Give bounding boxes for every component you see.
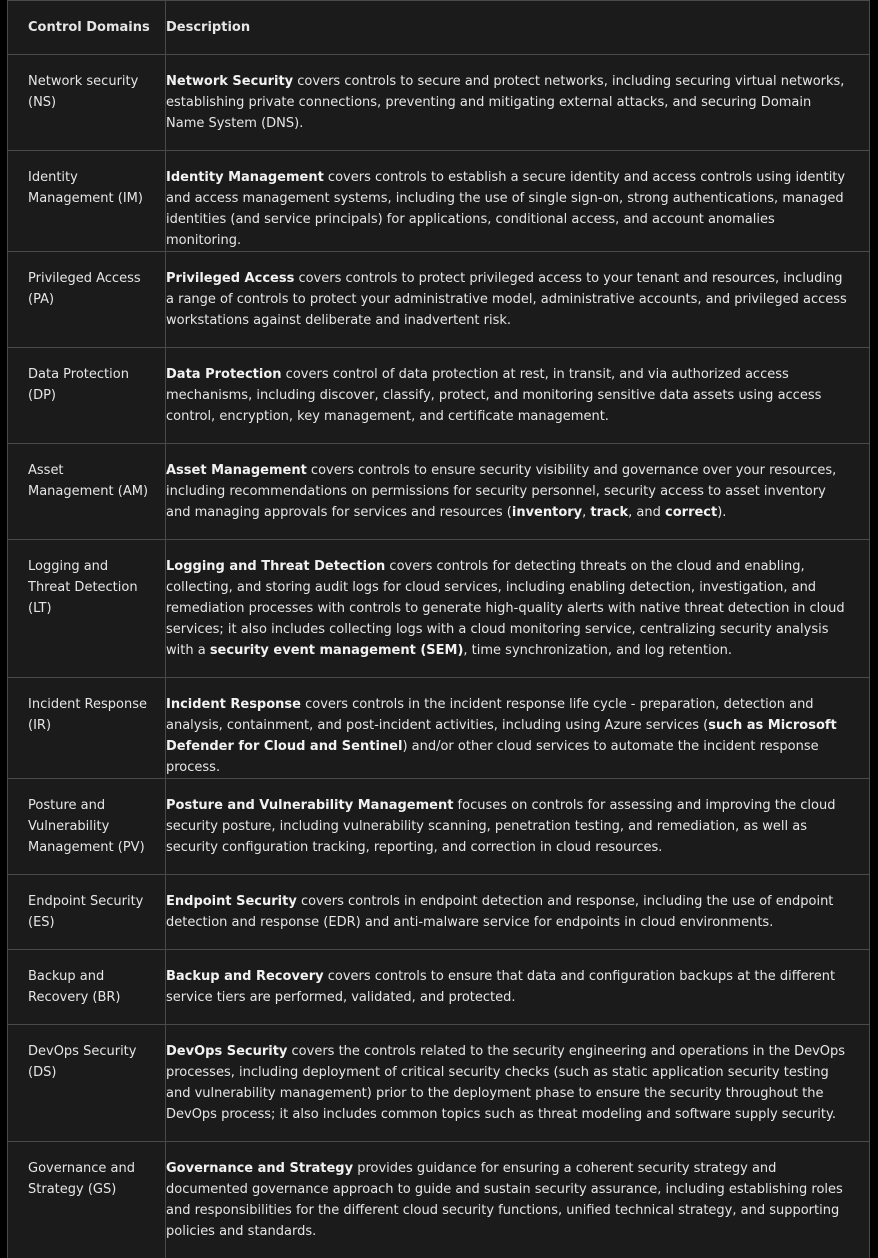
description-text: covers controls to establish a secure identity and access controls using identity and access management systems, including the use of single sign-on, strong authentications, managed identities (and service principals) for applications, conditional access, and account anomalies monitoring. [166,170,846,248]
control-domain-line: Data Protection [28,367,129,382]
control-domain-line: Privileged Access [28,271,141,286]
column-header-description: Description [166,1,870,55]
description-bold-text: Endpoint Security [166,894,297,909]
table-row [8,55,870,151]
description-cell [166,779,870,875]
description-text: covers control of data protection at rest, in transit, and via authorized access mechanisms, including discover, classify, protect, and monitoring sensitive data assets using access control, encryption, key management, and certificate management. [166,367,822,424]
table-row [8,1025,870,1142]
description-bold-text: Data Protection [166,367,282,382]
description-cell [166,348,870,444]
description-text: , [582,505,591,520]
table-row [8,444,870,540]
description-cell [166,151,870,252]
table-row [8,779,870,875]
description-cell [166,252,870,348]
description-text: covers controls for detecting threats on the cloud and enabling, collecting, and storing audit logs for cloud services, including enabling detection, investigation, and remediation processes with controls to generate high-quality alerts with native threat detection in cloud services; it also includes collecting logs with a cloud monitoring service, centralizing security analysis with a [166,559,845,658]
table-row [8,151,870,252]
description-bold-text: Governance and Strategy [166,1161,354,1176]
control-domain-line: DevOps Security [28,1044,137,1059]
description-bold-text: inventory [511,505,583,520]
control-domain-cell [8,151,166,252]
control-domain-line: Backup and [28,969,105,984]
description-cell [166,1025,870,1142]
control-domain-cell [8,779,166,875]
description-cell [166,540,870,678]
description-cell [166,875,870,950]
description-text: covers controls in endpoint detection and response, including the use of endpoint detection and response (EDR) and anti-malware service for endpoints in cloud environments. [166,894,834,930]
description-cell [166,1142,870,1258]
description-text: covers controls in the incident response life cycle - preparation, detection and analysis, containment, and post-incident activities, including using Azure services ( [166,697,814,733]
control-domain-line: Logging and [28,559,109,574]
description-text: focuses on controls for assessing and improving the cloud security posture, including vulnerability scanning, penetration testing, and remediation, as well as security configuration tracking, reporting, and correction in cloud resources. [166,798,836,855]
control-domain-cell [8,1142,166,1258]
control-domain-cell [8,252,166,348]
description-bold-text: Logging and Threat Detection [166,559,386,574]
control-domain-line: (IR) [28,718,52,733]
table-row [8,540,870,678]
description-cell [166,444,870,540]
description-text: covers controls to ensure security visibility and governance over your resources, including recommendations on permissions for security personnel, security access to asset inventory and managing approvals for services and resources ( [166,463,837,520]
description-bold-text: track [590,505,629,520]
description-bold-text: Posture and Vulnerability Management [166,798,454,813]
description-bold-text: security event management (SEM) [209,643,464,658]
control-domain-line: (DP) [28,388,56,403]
control-domain-line: Governance and [28,1161,136,1176]
table-row [8,950,870,1025]
description-bold-text: DevOps Security [166,1044,288,1059]
description-bold-text: Incident Response [166,697,301,712]
control-domain-line: Posture and [28,798,106,813]
description-bold-text: Identity Management [166,170,324,185]
description-bold-text: Backup and Recovery [166,969,324,984]
control-domain-line: Identity [28,170,78,185]
control-domain-line: Asset [28,463,64,478]
control-domain-line: (NS) [28,95,57,110]
control-domain-line: Threat Detection [28,580,138,595]
description-text: ). [717,505,727,520]
description-text: ) and/or other cloud services to automate the incident response process. [166,739,819,775]
control-domain-line: Management (PV) [28,840,145,855]
control-domain-line: Network security [28,74,139,89]
control-domain-cell [8,678,166,779]
description-text: , time synchronization, and log retention. [463,643,733,658]
control-domain-line: Incident Response [28,697,147,712]
description-text: , and [628,505,666,520]
description-bold-text: Asset Management [166,463,307,478]
table-header-row [8,1,870,55]
control-domains-table [7,0,870,1258]
control-domain-cell [8,55,166,151]
description-text: covers controls to ensure that data and configuration backups at the different service tiers are performed, validated, and protected. [166,969,836,1005]
description-text: covers the controls related to the security engineering and operations in the DevOps processes, including deployment of critical security checks (such as static application security testing and vulnerability management) prior to the deployment phase to ensure the security throughout the DevOps process; it also includes common topics such as threat modeling and software supply security. [166,1044,846,1122]
table-row [8,875,870,950]
description-text: provides guidance for ensuring a coherent security strategy and documented governance approach to guide and sustain security assurance, including establishing roles and responsibilities for the different cloud security functions, unified technical strategy, and supporting policies and standards. [166,1161,843,1239]
control-domain-cell [8,348,166,444]
table-row [8,1142,870,1258]
description-bold-text: such as Microsoft Defender for Cloud and Sentinel [166,718,837,754]
table-row [8,252,870,348]
control-domain-cell [8,444,166,540]
control-domain-line: Management (IM) [28,191,143,206]
description-bold-text: correct [665,505,718,520]
control-domain-line: Strategy (GS) [28,1182,117,1197]
description-text: covers controls to secure and protect networks, including securing virtual networks, establishing private connections, preventing and mitigating external attacks, and securing Domain Name System (DNS). [166,74,845,131]
control-domain-line: (LT) [28,601,52,616]
description-bold-text: Network Security [166,74,294,89]
control-domain-line: (ES) [28,915,55,930]
control-domain-cell [8,950,166,1025]
column-header-control-domains: Control Domains [8,1,166,55]
control-domain-line: (DS) [28,1065,57,1080]
control-domain-line: Recovery (BR) [28,990,121,1005]
control-domain-cell [8,540,166,678]
description-cell [166,950,870,1025]
control-domain-line: Endpoint Security [28,894,144,909]
table-row [8,348,870,444]
control-domain-line: Management (AM) [28,484,149,499]
description-bold-text: Privileged Access [166,271,295,286]
table-row [8,678,870,779]
description-cell [166,678,870,779]
description-text: covers controls to protect privileged access to your tenant and resources, including a range of controls to protect your administrative model, administrative accounts, and privileged access workstations against deliberate and inadvertent risk. [166,271,847,328]
description-cell [166,55,870,151]
control-domain-cell [8,875,166,950]
control-domain-line: (PA) [28,292,55,307]
control-domain-cell [8,1025,166,1142]
control-domain-line: Vulnerability [28,819,110,834]
